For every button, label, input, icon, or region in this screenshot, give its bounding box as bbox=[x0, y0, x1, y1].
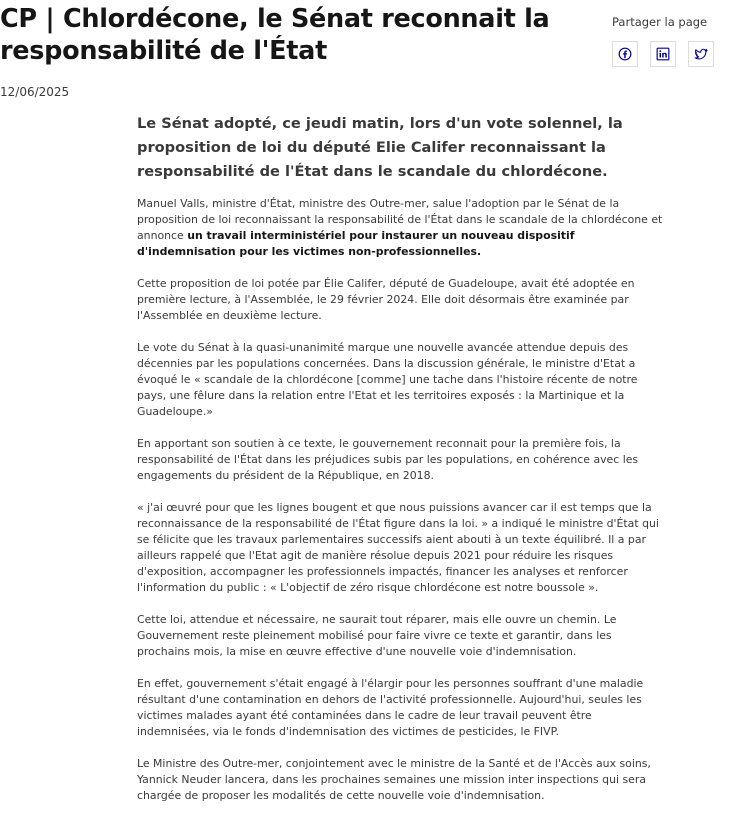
article-paragraph-4: En apportant son soutien à ce texte, le gouvernement reconnait pour la première fois, la responsabilité de l'État dans les préjudices subis par les populations, en cohérence avec les engagements du président de la République, en 2018. bbox=[137, 437, 639, 482]
article-body bbox=[137, 112, 667, 820]
article-paragraph-5: « j'ai œuvré pour que les lignes bougent et que nous puissions avancer car il est temps que la reconnaissance de la responsabilité de l'État figure dans la loi. » a indiqué le ministre d'État qui se félicite que les travaux parlementaires successifs aient abouti à un texte équilibré. Il a par ailleurs rappelé que l'Etat agit de manière résolue depuis 2021 pour réduire les risques d'exposition, accompagner les professionnels impactés, financer les analyses et renforcer l'information du public : « L'objectif de zéro risque chlordécone est notre boussole ». bbox=[137, 501, 659, 594]
share-section bbox=[612, 14, 707, 30]
article-paragraph-2: Cette proposition de loi potée par Élie Califer, député de Guadeloupe, avait été adoptée en première lecture, à l'Assemblée, le 29 février 2024. Elle doit désormais être examinée par l'Assemblée en deuxième lecture. bbox=[137, 277, 635, 322]
article-paragraph-8: Le Ministre des Outre-mer, conjointement avec le ministre de la Santé et de l'Accès aux soins, Yannick Neuder lancera, dans les prochaines semaines une mission inter inspections qui sera chargée de proposer les modalités de cette nouvelle voie d'indemnisation. bbox=[137, 757, 651, 802]
article-paragraph-7: En effet, gouvernement s'était engagé à l'élargir pour les personnes souffrant d'une maladie résultant d'une contamination en dehors de l'activité professionnelle. Aujourd'hui, seules les victimes malades ayant été contaminées dans le cadre de leur travail peuvent être indemnisées, via le fonds d'indemnisation des victimes de pesticides, le FIVP. bbox=[137, 677, 644, 738]
page-title bbox=[0, 3, 590, 67]
page-title-line-2: responsabilité de l'État bbox=[0, 36, 327, 66]
article-paragraph-1 bbox=[137, 196, 667, 260]
page-title-line-1: CP | Chlordécone, le Sénat reconnait la bbox=[0, 4, 550, 34]
article-paragraph-3: Le vote du Sénat à la quasi-unanimité marque une nouvelle avancée attendue depuis des décennies par les populations concernées. Dans la discussion générale, le ministre d'Etat a évoqué le « scandale de la chlordécone [comme] une tache dans l'histoire récente de notre pays, une fêlure dans la relation entre l'Etat et les territoires exposés : la Martinique et la Guadeloupe.» bbox=[137, 341, 638, 418]
publication-date: 12/06/2025 bbox=[0, 85, 70, 99]
twitter-icon bbox=[694, 47, 708, 61]
article-paragraph-6: Cette loi, attendue et nécessaire, ne saurait tout réparer, mais elle ouvre un chemin. Le Gouvernement reste pleinement mobilisé pour faire vivre ce texte et garantir, dans les prochains mois, la mise en œuvre effective d'une nouvelle voie d'indemnisation. bbox=[137, 613, 617, 658]
paragraph-1-bold: un travail interministériel pour instaurer un nouveau dispositif d'indemnisation pour les victimes non-professionnelles. bbox=[137, 229, 575, 258]
share-facebook-button[interactable] bbox=[612, 41, 638, 67]
facebook-icon bbox=[618, 47, 632, 61]
article-lead: Le Sénat adopté, ce jeudi matin, lors d'un vote solennel, la proposition de loi du député Elie Califer reconnaissant la responsabilité de l'État dans le scandale du chlordécone. bbox=[137, 115, 623, 180]
paragraph-1-text: Manuel Valls, ministre d'État, ministre des Outre-mer, salue l'adoption par le Sénat de la proposition de loi reconnaissant la responsabilité de l'État dans le scandale de la chlordécone et annonce bbox=[137, 197, 663, 242]
share-buttons bbox=[612, 41, 742, 67]
linkedin-icon bbox=[656, 47, 670, 61]
share-label: Partager la page bbox=[612, 15, 708, 29]
share-twitter-button[interactable] bbox=[688, 41, 714, 67]
share-linkedin-button[interactable] bbox=[650, 41, 676, 67]
